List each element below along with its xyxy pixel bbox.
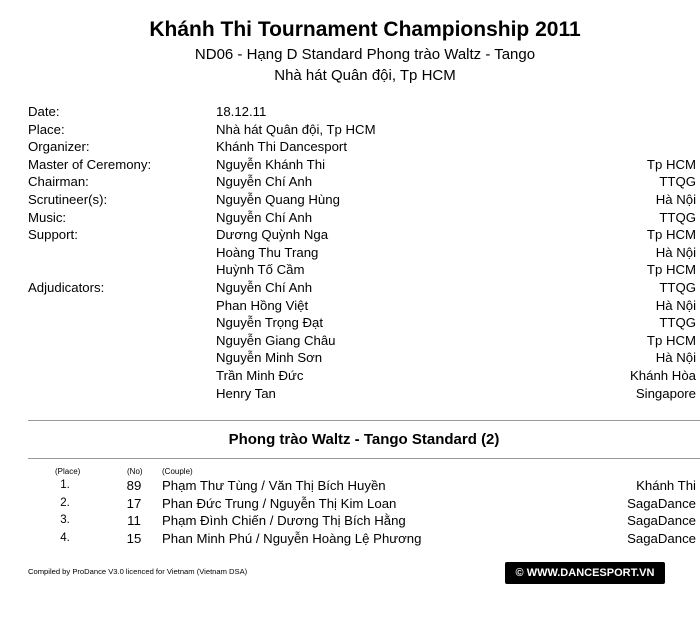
info-name: Trần Minh Đức <box>216 367 304 383</box>
info-row <box>28 156 696 174</box>
info-label: Adjudicators: <box>28 279 105 295</box>
event-name: ND06 - Hạng D Standard Phong trào Waltz - Tango <box>194 46 536 63</box>
result-no: 11 <box>127 513 141 529</box>
info-row <box>28 332 696 350</box>
info-loc: Hà Nội <box>655 297 696 313</box>
info-row <box>28 367 696 385</box>
info-row <box>28 191 696 209</box>
info-row <box>28 385 696 403</box>
result-row <box>28 495 696 513</box>
info-name: Nguyễn Trọng Đạt <box>216 315 324 331</box>
divider <box>28 458 700 459</box>
info-name: Nguyễn Chí Anh <box>216 209 313 225</box>
result-row <box>28 512 696 530</box>
info-row <box>28 103 696 121</box>
result-club: SagaDance <box>627 530 696 546</box>
result-couple: Phan Đức Trung / Nguyễn Thị Kim Loan <box>162 495 397 511</box>
footer-note: Compiled by ProDance V3.0 licenced for Vietnam (Vietnam DSA) <box>28 567 248 576</box>
result-club: SagaDance <box>627 513 696 529</box>
info-label: Chairman: <box>28 174 89 190</box>
info-row <box>28 226 696 244</box>
result-place: 4. <box>60 531 70 544</box>
info-name: Dương Quỳnh Nga <box>216 227 329 243</box>
info-label: Place: <box>28 121 65 137</box>
info-loc: TTQG <box>659 174 696 190</box>
result-no: 17 <box>126 495 142 511</box>
info-loc: Hà Nội <box>655 244 696 260</box>
info-name: Henry Tan <box>216 385 276 401</box>
result-couple: Phạm Đình Chiến / Dương Thị Bích Hằng <box>162 513 406 529</box>
info-row <box>28 138 696 156</box>
info-name: Nguyễn Minh Sơn <box>216 350 323 366</box>
results-table <box>28 477 696 547</box>
result-row <box>28 530 696 548</box>
info-row <box>28 349 696 367</box>
info-loc: Tp HCM <box>646 262 696 278</box>
document-header <box>0 16 700 86</box>
info-name: 18.12.11 <box>216 104 267 119</box>
info-name: Nhà hát Quân đội, Tp HCM <box>216 121 376 137</box>
info-row <box>28 279 696 297</box>
info-name: Nguyễn Quang Hùng <box>216 191 340 207</box>
result-place: 1. <box>60 479 70 491</box>
info-name: Nguyễn Khánh Thi <box>216 156 325 172</box>
result-club: SagaDance <box>627 495 696 511</box>
result-place: 2. <box>60 496 70 509</box>
info-loc: Khánh Hòa <box>630 367 696 383</box>
info-name: Hoàng Thu Trang <box>216 244 319 260</box>
info-row <box>28 173 696 191</box>
info-row <box>28 261 696 279</box>
info-name: Phan Hồng Việt <box>216 297 309 313</box>
info-loc: Hà Nội <box>655 350 696 366</box>
watermark-badge: © WWW.DANCESPORT.VN <box>505 562 665 584</box>
info-loc: TTQG <box>659 279 696 295</box>
info-name: Khánh Thi Dancesport <box>216 139 347 155</box>
info-label: Date: <box>28 104 60 119</box>
info-loc: Tp HCM <box>646 156 696 172</box>
result-place: 3. <box>60 514 70 527</box>
info-name: Nguyễn Chí Anh <box>216 174 313 190</box>
info-row <box>28 121 696 139</box>
section-title: Phong trào Waltz - Tango Standard (2) <box>228 431 500 448</box>
info-row <box>28 314 696 332</box>
result-no: 15 <box>126 530 142 546</box>
info-name: Nguyễn Giang Châu <box>216 332 336 348</box>
column-header-no: (No) <box>127 467 143 476</box>
info-loc: Tp HCM <box>646 227 696 243</box>
info-label: Music: <box>28 209 67 225</box>
info-loc: Singapore <box>635 385 696 401</box>
divider <box>28 420 700 421</box>
info-row <box>28 297 696 315</box>
result-no: 89 <box>126 478 142 493</box>
info-loc: Hà Nội <box>655 191 696 207</box>
info-label: Scrutineer(s): <box>28 191 108 207</box>
info-loc: TTQG <box>659 315 696 331</box>
column-header-couple: (Couple) <box>162 467 193 476</box>
result-club: Khánh Thi <box>636 478 696 493</box>
info-name: Nguyễn Chí Anh <box>216 279 313 295</box>
info-name: Huỳnh Tố Cầm <box>216 262 305 278</box>
officials-list <box>28 103 696 402</box>
result-row <box>28 477 696 495</box>
column-header-place: (Place) <box>55 467 81 476</box>
info-row <box>28 209 696 227</box>
result-couple: Phan Minh Phú / Nguyễn Hoàng Lệ Phương <box>162 530 422 546</box>
info-label: Master of Ceremony: <box>28 156 152 172</box>
tournament-title: Khánh Thi Tournament Championship 2011 <box>149 18 581 41</box>
venue-name: Nhà hát Quân đội, Tp HCM <box>274 67 456 84</box>
info-label: Organizer: <box>28 139 90 155</box>
info-loc: Tp HCM <box>646 332 696 348</box>
result-couple: Phạm Thư Tùng / Văn Thị Bích Huyền <box>162 478 386 493</box>
info-label: Support: <box>28 227 78 243</box>
info-loc: TTQG <box>659 209 696 225</box>
info-row <box>28 244 696 262</box>
